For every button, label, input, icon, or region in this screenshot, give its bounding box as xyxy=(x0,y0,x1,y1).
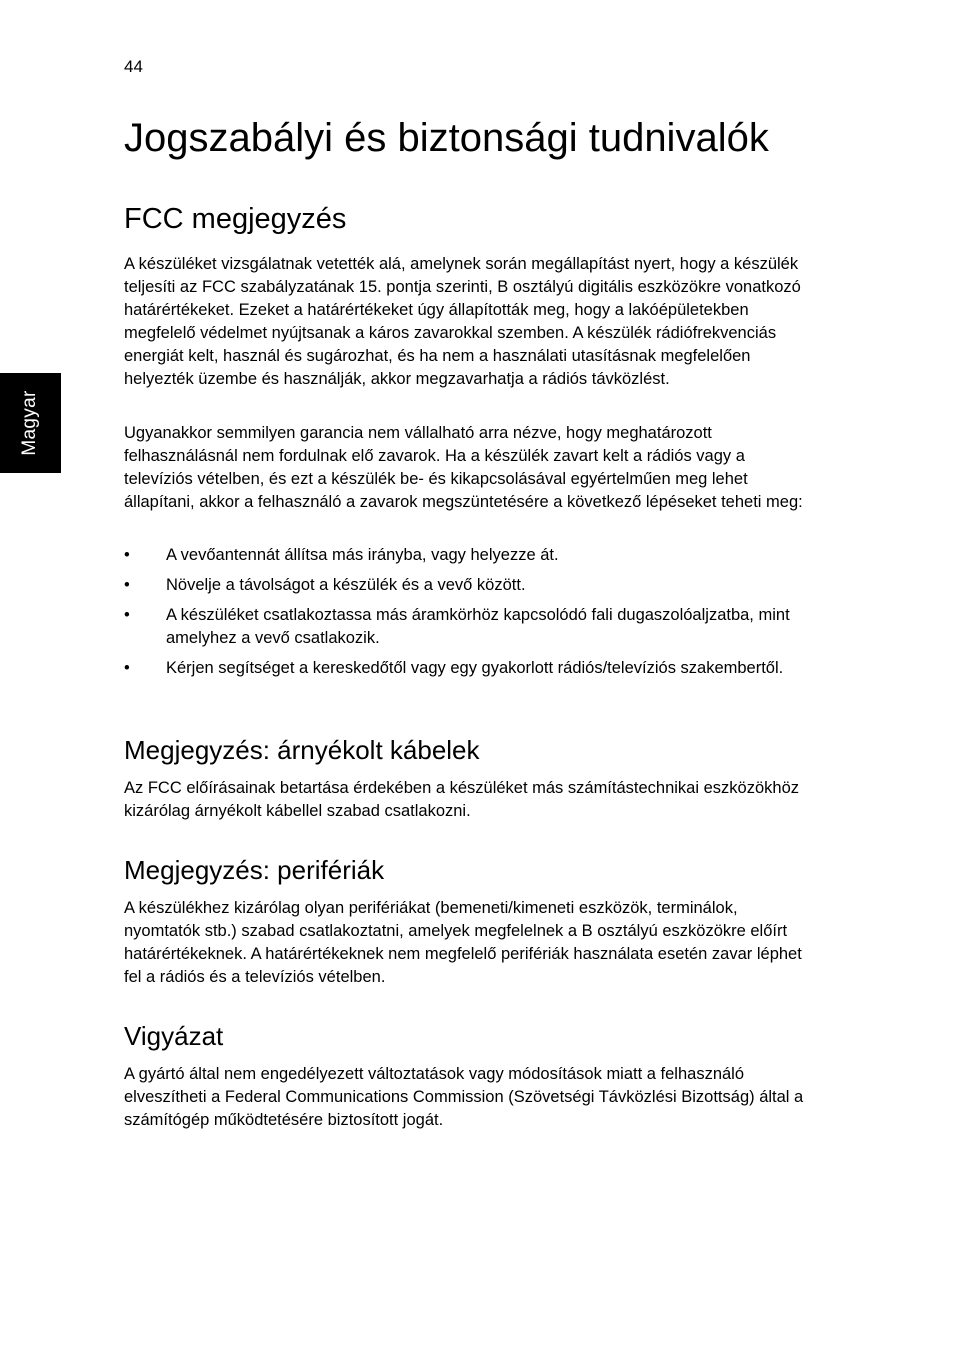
peripherals-paragraph: A készülékhez kizárólag olyan perifériákat (bemeneti/kimeneti eszközök, terminálok, nyomtatók stb.) szabad csatlakoztatni, amelyek megfelelnek a B osztályú eszközökre előírt határértékeknek. A határértékeknek nem megfelelő perifériák használata esetén zavar léphet fel a rádiós és a televíziós vételben. xyxy=(124,899,802,986)
shielded-cables-paragraph: Az FCC előírásainak betartása érdekében a készüléket más számítástechnikai eszközökhöz kizárólag árnyékolt kábellel szabad csatlakozni. xyxy=(124,779,799,820)
page-title: Jogszabályi és biztonsági tudnivalók xyxy=(124,116,769,160)
fcc-heading: FCC megjegyzés xyxy=(124,203,347,235)
caution-paragraph: A gyártó által nem engedélyezett változtatások vagy módosítások miatt a felhasználó elveszítheti a Federal Communications Commission (Szövetségi Távközlési Bizottság) által a számítógép működtetésére biztosított jogát. xyxy=(124,1065,804,1129)
language-side-tab-label: Magyar xyxy=(19,390,40,456)
bullet-text: A vevőantennát állítsa más irányba, vagy helyezze át. xyxy=(166,546,559,564)
language-side-tab xyxy=(0,373,61,473)
bullet-marker: • xyxy=(124,546,130,564)
bullet-marker: • xyxy=(124,659,130,677)
shielded-cables-heading: Megjegyzés: árnyékolt kábelek xyxy=(124,735,480,765)
bullet-marker: • xyxy=(124,606,130,624)
peripherals-heading: Megjegyzés: perifériák xyxy=(124,855,385,885)
caution-heading: Vigyázat xyxy=(124,1021,224,1051)
bullet-text: Növelje a távolságot a készülék és a vevő között. xyxy=(166,576,526,594)
bullet-marker: • xyxy=(124,576,130,594)
page-number: 44 xyxy=(124,57,143,76)
bullet-text: Kérjen segítséget a kereskedőtől vagy egy gyakorlott rádiós/televíziós szakembertől. xyxy=(166,659,784,677)
fcc-paragraph-2: Ugyanakkor semmilyen garancia nem vállalható arra nézve, hogy meghatározott felhasználásnál nem fordulnak elő zavarok. Ha a készülék zavart kelt a rádiós vagy a televíziós vételben, és ezt a készülék be- és kikapcsolásával egyértelműen meg lehet állapítani, akkor a felhasználó a zavarok megszüntetésére a következő lépéseket teheti meg: xyxy=(124,424,803,511)
bullet-text: A készüléket csatlakoztassa más áramkörhöz kapcsolódó fali dugaszolóaljzatba, mint amelyhez a vevő csatlakozik. xyxy=(166,606,790,647)
fcc-paragraph-1: A készüléket vizsgálatnak vetették alá, amelynek során megállapítást nyert, hogy a készülék teljesíti az FCC szabályzatának 15. pontja szerinti, B osztályú digitális eszközökre vonatkozó határértékeket. Ezeket a határértékeket úgy állapították meg, hogy a lakóépületekben megfelelő védelmet nyújtsanak a káros zavarokkal szemben. A készülék rádiófrekvenciás energiát kelt, használ és sugározhat, és ha nem a használati utasításnak megfelelően helyezték üzembe és használják, akkor megzavarhatja a rádiós távközlést. xyxy=(124,255,801,388)
